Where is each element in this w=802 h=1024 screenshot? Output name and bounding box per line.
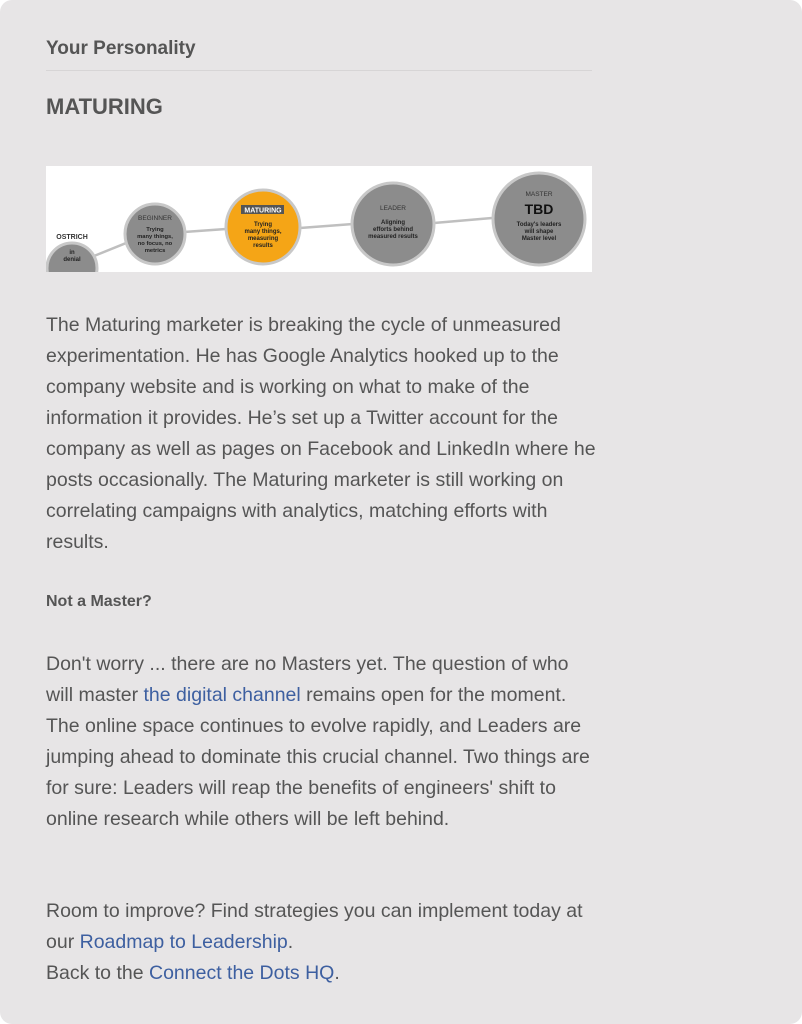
roadmap-link[interactable]: Roadmap to Leadership [79,931,288,953]
level-desc-ostrich-1: in [69,250,75,256]
level-desc-leader-2: efforts behind [373,227,413,233]
level-circle-master [493,173,585,265]
improve-text-before: Room to improve? Find strategies you can implement today at our [46,900,583,953]
improve-text-after: . [287,931,294,953]
scale-connector [184,229,226,232]
not-master-heading: Not a Master? [46,593,152,610]
back-text-after: . [334,962,340,984]
level-desc-leader-1: Aligning [381,220,405,226]
not-master-paragraph [46,649,596,835]
level-big-master: TBD [524,201,554,217]
level-desc-beginner-2: many things, [137,234,173,240]
level-desc-maturing-2: many things, [244,229,282,235]
not-master-text-after: remains open for the moment. The online space continues to evolve rapidly, and Leaders are jumping ahead to dominate this crucial channel. Two things are for sure: Leaders will reap the benefits of engineers' shift to online research while others will be left behind. [46,684,590,830]
level-name-beginner: BEGINNER [138,215,172,222]
not-master-text-before: Don't worry ... there are no Masters yet. The question of who will master [46,653,569,706]
scale-connector [434,218,492,223]
level-name-leader: LEADER [379,205,407,212]
level-desc-maturing-1: Trying [253,222,273,228]
level-description: The Maturing marketer is breaking the cycle of unmeasured experimentation. He has Google Analytics hooked up to the company website and is working on what to make of the information it provides. He’s set up a Twitter account for the company as well as pages on Facebook and LinkedIn where he posts occasionally. The Maturing marketer is still working on correlating campaigns with analytics, matching efforts with results. [46,314,596,553]
connect-dots-hq-link[interactable]: Connect the Dots HQ [148,962,335,984]
level-desc-master-1: Today's leaders [516,222,562,228]
level-desc-maturing-3: measuring [247,236,279,242]
section-title: Your Personality [46,38,592,71]
level-desc-master-2: will shape [524,229,554,235]
level-desc-beginner-3: no focus, no [137,241,173,247]
level-title: MATURING [46,94,163,119]
level-name-maturing: MATURING [244,207,282,215]
level-desc-maturing-4: results [253,243,273,249]
level-desc-leader-3: measured results [368,234,418,240]
digital-channel-link[interactable]: the digital channel [143,684,301,706]
level-name-master: MASTER [525,191,553,198]
level-name-ostrich: OSTRICH [56,234,88,241]
maturity-scale-image [46,166,592,272]
level-desc-beginner-1: Trying [146,227,164,233]
scale-connector [300,224,353,228]
level-desc-master-3: Master level [521,236,557,242]
level-desc-beginner-4: metrics [144,248,166,254]
improve-paragraph [46,896,596,989]
level-desc-ostrich-2: denial [63,257,81,263]
back-text-before: Back to the [46,962,149,984]
